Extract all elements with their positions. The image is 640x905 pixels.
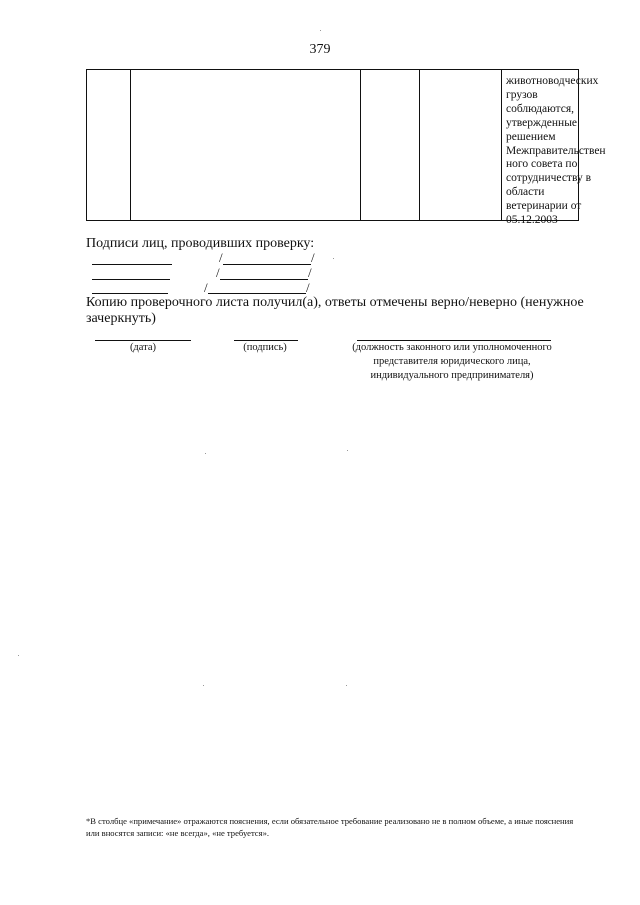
name-line xyxy=(208,293,306,294)
table-cell-line: утвержденные xyxy=(506,116,578,129)
scan-speck xyxy=(333,258,334,259)
position-label-line: индивидуального предпринимателя) xyxy=(370,370,534,381)
table-cell-line: соблюдаются, xyxy=(506,102,574,115)
table-cell-requirement xyxy=(506,75,606,228)
scan-speck xyxy=(346,685,347,686)
signature-label: (подпись) xyxy=(243,342,287,353)
signatures-heading: Подписи лиц, проводивших проверку: xyxy=(86,236,315,251)
position-label xyxy=(332,341,572,383)
table-column-divider xyxy=(501,70,502,220)
copy-statement: Копию проверочного листа получил(а), ответы отмечены верно/неверно (ненужное зачеркнуть) xyxy=(86,295,584,326)
signature-line xyxy=(92,264,172,265)
slash-mark: / xyxy=(219,250,223,265)
table-column-divider xyxy=(360,70,361,220)
table-cell-line: 05.12.2003 xyxy=(506,214,558,227)
scan-speck xyxy=(205,453,206,454)
slash-mark: / xyxy=(311,250,315,265)
position-label-line: представителя юридического лица, xyxy=(373,356,531,367)
name-line xyxy=(223,264,311,265)
name-line xyxy=(220,279,308,280)
table-column-divider xyxy=(419,70,420,220)
table-cell-line: животноводческих xyxy=(506,75,599,87)
scan-speck xyxy=(18,655,19,656)
table-cell-line: ного совета по xyxy=(506,158,578,171)
scan-speck xyxy=(203,685,204,686)
slash-mark: / xyxy=(308,265,312,280)
table-cell-line: грузов xyxy=(506,88,538,101)
footnote: *В столбце «примечание» отражаются пояснения, если обязательное требование реализовано не в полном объеме, а иные пояснения или вносятся записи: «не всегда», «не требуется». xyxy=(86,816,574,838)
signature-line xyxy=(92,293,168,294)
slash-mark: / xyxy=(306,280,310,295)
table-cell-line: ветеринарии от xyxy=(506,200,582,213)
date-label: (дата) xyxy=(129,342,157,353)
signature-line xyxy=(92,279,170,280)
slash-mark: / xyxy=(204,280,208,295)
table-cell-line: решением xyxy=(506,130,556,143)
slash-mark: / xyxy=(216,265,220,280)
scan-speck xyxy=(320,30,321,31)
table-cell-line: Межправительствен xyxy=(506,144,606,157)
table-cell-line: сотрудничеству в xyxy=(506,172,592,185)
table-cell-line: области xyxy=(506,186,545,199)
page-number: 379 xyxy=(309,42,331,57)
table-column-divider xyxy=(130,70,131,220)
scan-speck xyxy=(347,450,348,451)
position-label-line: (должность законного или уполномоченного xyxy=(352,342,552,353)
requirements-table xyxy=(86,69,606,227)
